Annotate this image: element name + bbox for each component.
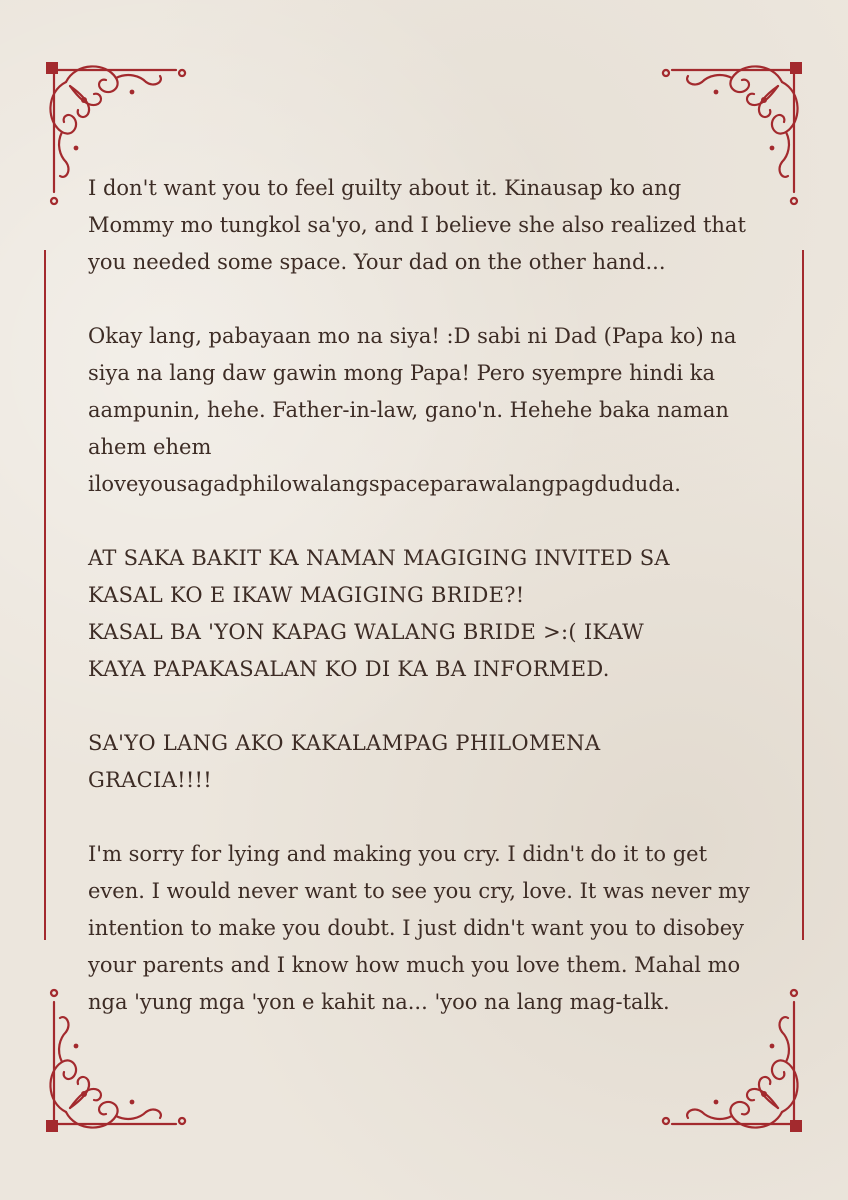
paragraph-2 xyxy=(88,318,768,503)
text-line: you needed some space. Your dad on the other hand... xyxy=(88,250,666,274)
text-line: siya na lang daw gawin mong Papa! Pero syempre hindi ka xyxy=(88,361,715,385)
text-line: ahem ehem xyxy=(88,435,212,459)
text-line: SA'YO LANG AKO KAKALAMPAG PHILOMENA xyxy=(88,731,601,755)
paragraph-3 xyxy=(88,540,768,688)
text-line: AT SAKA BAKIT KA NAMAN MAGIGING INVITED SA xyxy=(88,546,670,570)
text-line: KASAL KO E IKAW MAGIGING BRIDE?! xyxy=(88,583,525,607)
text-line: KASAL BA 'YON KAPAG WALANG BRIDE >:( IKAW xyxy=(88,620,645,644)
text-line: I don't want you to feel guilty about it. Kinausap ko ang xyxy=(88,176,682,200)
text-line: I'm sorry for lying and making you cry. I didn't do it to get xyxy=(88,842,708,866)
right-border-rule xyxy=(802,250,804,940)
letter-body xyxy=(88,170,768,1058)
paragraph-5 xyxy=(88,836,768,1021)
text-line: Mommy mo tungkol sa'yo, and I believe she also realized that xyxy=(88,213,746,237)
text-line: aampunin, hehe. Father-in-law, gano'n. Hehehe baka naman xyxy=(88,398,729,422)
text-line: nga 'yung mga 'yon e kahit na... 'yoo na lang mag-talk. xyxy=(88,990,670,1014)
text-line: Okay lang, pabayaan mo na siya! :D sabi ni Dad (Papa ko) na xyxy=(88,324,737,348)
paragraph-4 xyxy=(88,725,768,799)
text-line: your parents and I know how much you love them. Mahal mo xyxy=(88,953,741,977)
text-line: iloveyousagadphilowalangspaceparawalangpagdududa. xyxy=(88,472,681,496)
paragraph-1 xyxy=(88,170,768,281)
text-line: intention to make you doubt. I just didn't want you to disobey xyxy=(88,916,745,940)
text-line: KAYA PAPAKASALAN KO DI KA BA INFORMED. xyxy=(88,657,610,681)
left-border-rule xyxy=(44,250,46,940)
text-line: GRACIA!!!! xyxy=(88,768,213,792)
text-line: even. I would never want to see you cry, love. It was never my xyxy=(88,879,750,903)
